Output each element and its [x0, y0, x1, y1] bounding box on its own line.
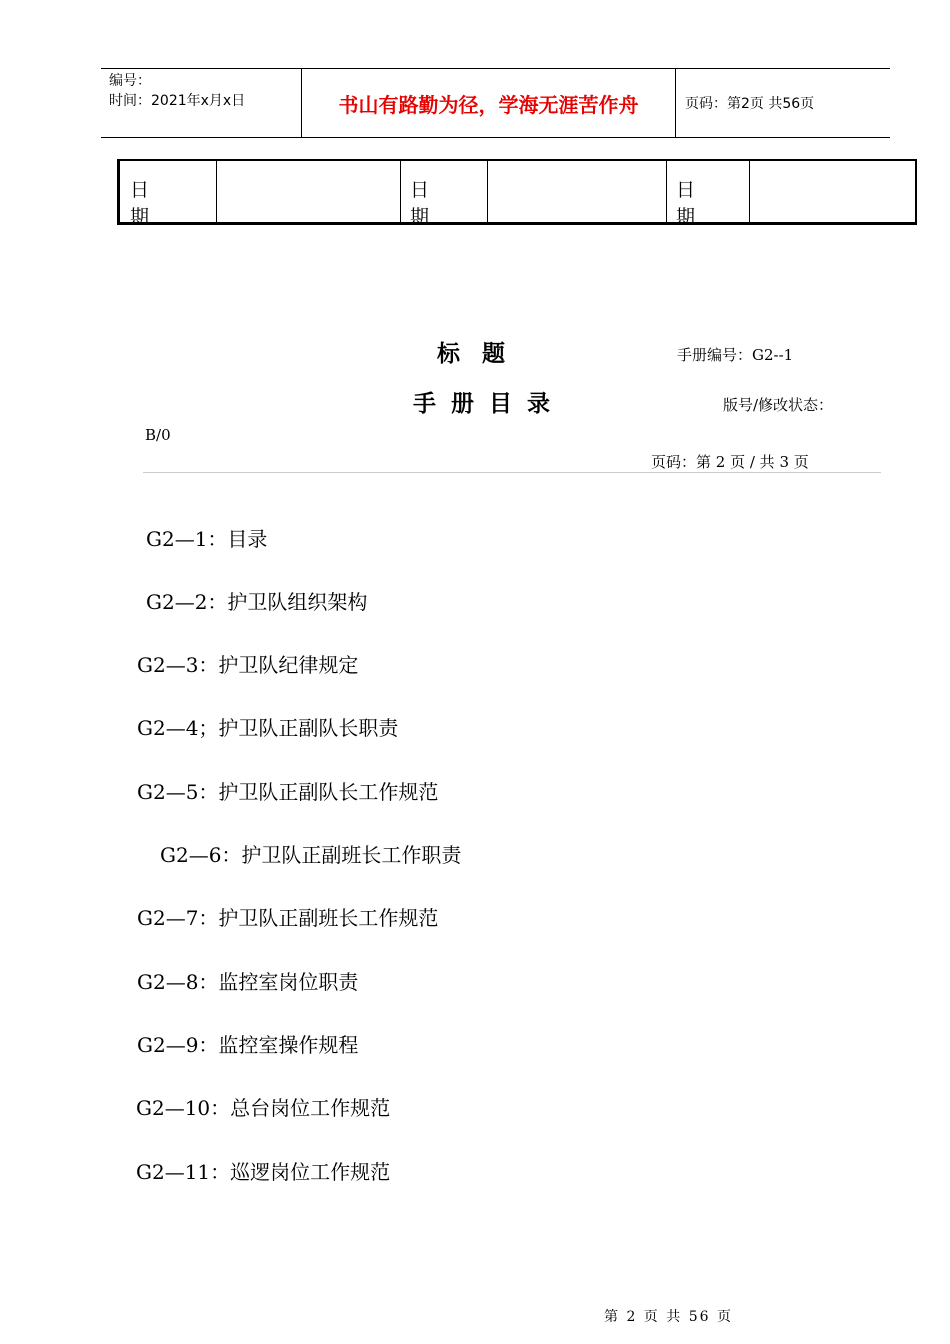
header-left: [109, 71, 245, 111]
page-header: [101, 68, 890, 138]
number-label: 编号：: [109, 73, 151, 89]
toc-item-4: G2—4；护卫队正副队长职责: [137, 716, 399, 740]
date-value-cell-2: [487, 161, 667, 222]
date-label-cell-3: [666, 161, 750, 228]
toc-item-3: G2—3：护卫队纪律规定: [137, 653, 359, 677]
doc-page-label: 页码：第 2 页 / 共 3 页: [651, 453, 809, 471]
date-table: [117, 159, 917, 228]
toc-item-6: G2—6：护卫队正副班长工作职责: [160, 843, 462, 867]
toc-item-11: G2—11：巡逻岗位工作规范: [136, 1160, 391, 1184]
date-label-3: 日 期: [676, 179, 718, 228]
motto: 书山有路勤为径，学海无涯苦作舟: [338, 92, 639, 117]
date-value-cell-3: [749, 161, 912, 222]
manual-number: 手册编号：G2--1: [677, 346, 794, 364]
date-label-1: 日 期: [130, 179, 172, 228]
header-divider: [143, 472, 881, 473]
toc-item-9: G2—9：监控室操作规程: [137, 1033, 359, 1057]
header-page-info: 页码：第2页 共56页: [685, 96, 815, 112]
date-label-2: 日 期: [410, 179, 452, 228]
doc-title: 标题: [437, 340, 527, 367]
toc-item-1: G2—1：目录: [146, 527, 268, 551]
page-footer: 第 2 页 共 56 页: [604, 1309, 733, 1325]
toc-item-5: G2—5：护卫队正副队长工作规范: [137, 780, 439, 804]
header-center: [301, 69, 676, 137]
time-label: 时间：2021年x月x日: [109, 93, 246, 109]
toc-item-8: G2—8：监控室岗位职责: [137, 970, 359, 994]
toc-item-7: G2—7：护卫队正副班长工作规范: [137, 906, 439, 930]
toc-item-2: G2—2：护卫队组织架构: [146, 590, 368, 614]
version-value: B/0: [145, 426, 171, 444]
version-label: 版号/修改状态：: [723, 396, 834, 414]
toc-item-10: G2—10：总台岗位工作规范: [136, 1096, 391, 1120]
date-label-cell-1: [120, 161, 217, 228]
date-label-cell-2: [400, 161, 488, 228]
date-value-cell-1: [216, 161, 401, 222]
doc-subtitle: 手册目录: [413, 390, 565, 417]
